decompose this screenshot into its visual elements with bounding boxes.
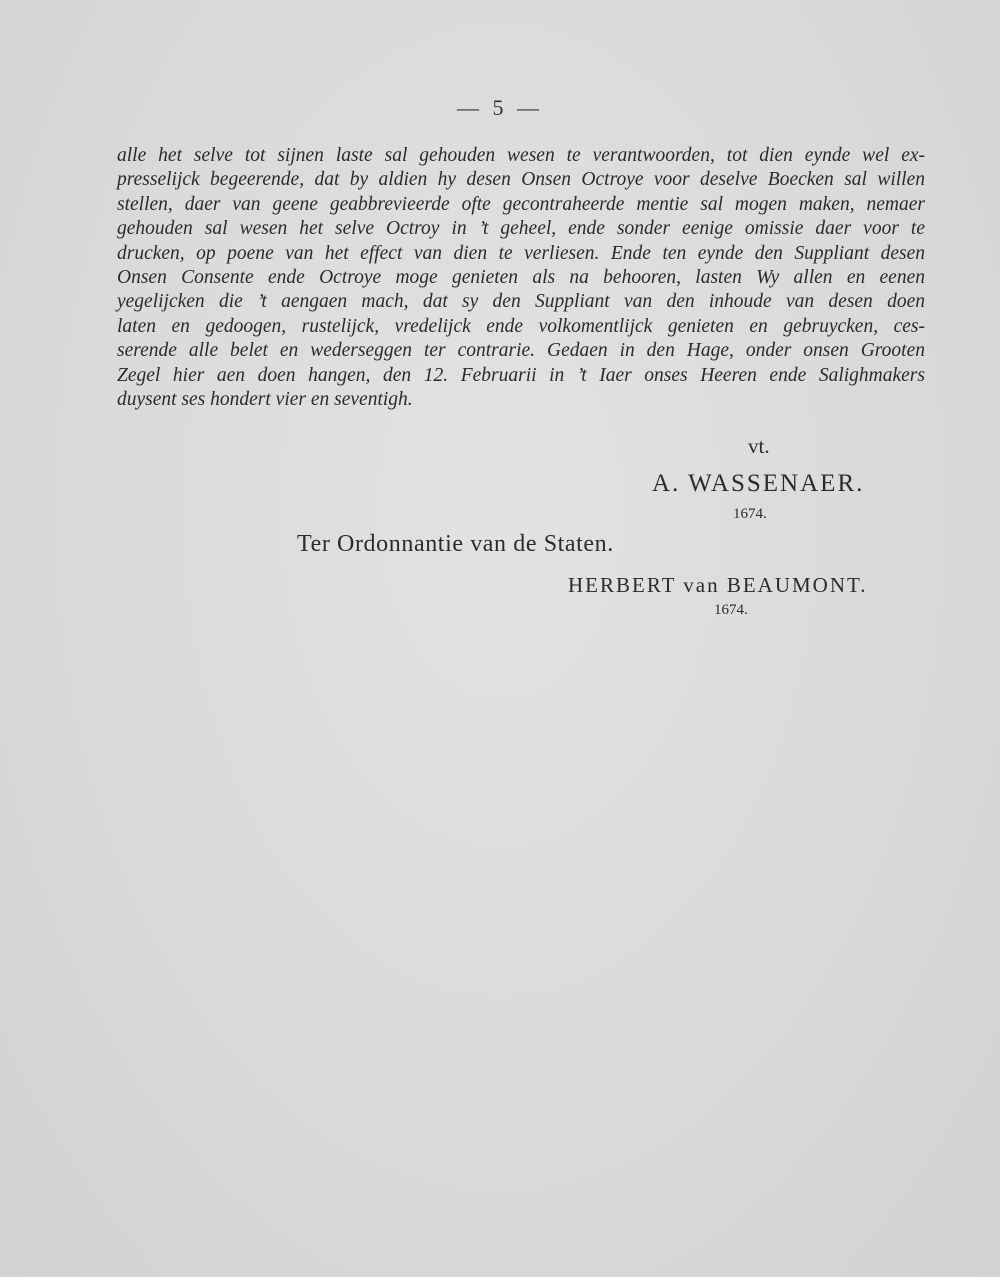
signer-beaumont: HERBERT van BEAUMONT. [568,573,868,597]
body-line: duysent ses hondert vier en seventigh. [117,389,413,411]
body-line: presselijck begeerende, dat by aldien hy desen Onsen Octroye voor deselve Boecken sal willen [117,169,925,191]
body-line: yegelijcken die ’t aengaen mach, dat sy den Suppliant van den inhoude van desen doen [117,291,925,313]
body-paragraph [117,144,925,412]
page-number: — 5 — [457,95,543,120]
signer-beaumont-year: 1674. [714,602,748,618]
body-line: drucken, op poene van het effect van dien te verliesen. Ende ten eynde den Suppliant desen [117,242,925,264]
body-line: stellen, daer van geene geabbrevieerde ofte gecontraheerde mentie sal mogen maken, nemaer [117,193,925,215]
body-line: gehouden sal wesen het selve Octroy in ’t geheel, ende sonder eenige omissie daer voor te [117,218,925,240]
body-line: alle het selve tot sijnen laste sal gehouden wesen te verantwoorden, tot dien eynde wel ex- [117,145,925,166]
ordonnantie-line: Ter Ordonnantie van de Staten. [297,531,614,557]
body-line: serende alle belet en wederseggen ter contrarie. Gedaen in den Hage, onder onsen Grooten [117,340,925,362]
body-line: laten en gedoogen, rustelijck, vredelijck ende volkomentlijck genieten en gebruycken, ces- [117,315,925,337]
signer-wassenaer-year: 1674. [733,506,767,522]
body-line: Zegel hier aen doen hangen, den 12. Februarii in ’t Iaer onses Heeren ende Salighmakers [117,364,925,386]
signer-wassenaer: A. WASSENAER. [652,470,865,497]
body-line: Onsen Consente ende Octroye moge genieten als na behooren, lasten Wy allen en eenen [117,267,925,289]
vt-abbreviation: vt. [748,434,770,458]
